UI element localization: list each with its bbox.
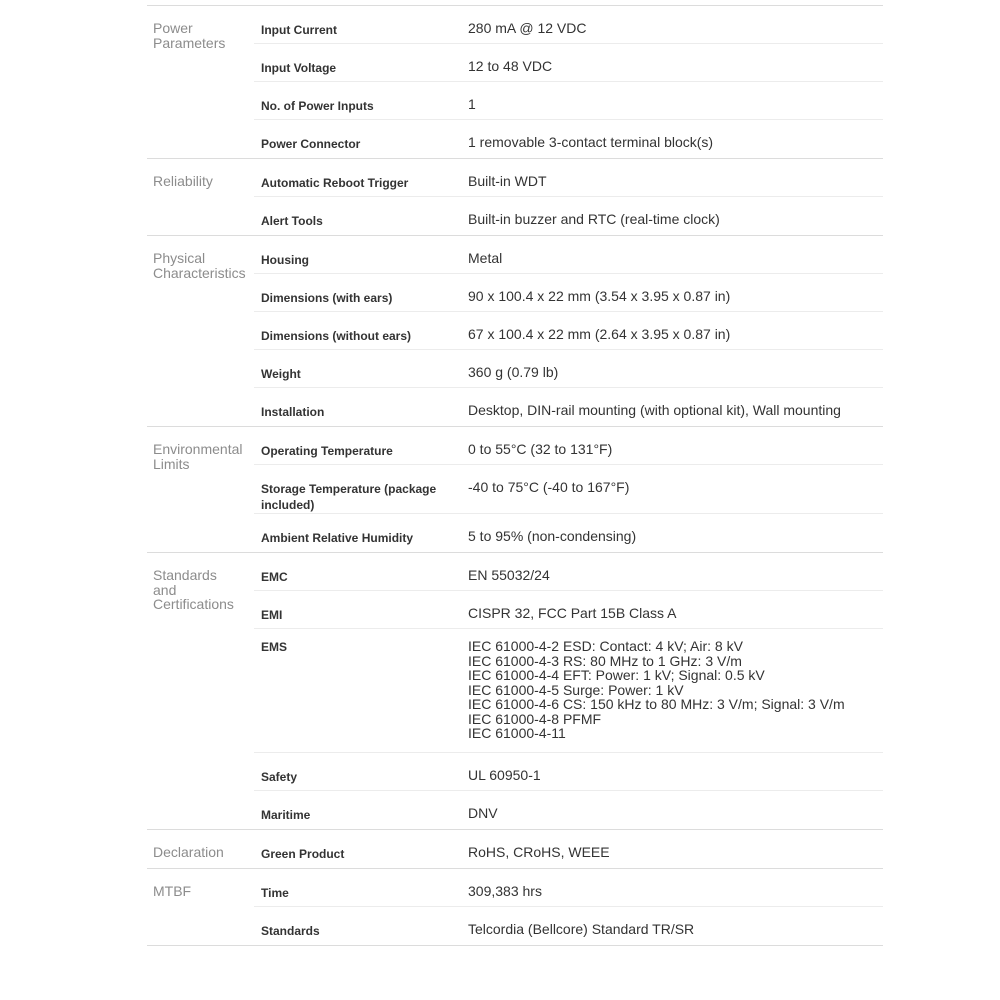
spec-label: EMS xyxy=(261,640,288,654)
spec-label: Dimensions (without ears) xyxy=(261,329,412,343)
spec-row xyxy=(254,236,883,274)
section-rows xyxy=(254,553,883,829)
spec-row xyxy=(254,159,883,197)
spec-value: RoHS, CRoHS, WEEE xyxy=(468,843,610,860)
spec-section xyxy=(147,830,883,869)
spec-value: 280 mA @ 12 VDC xyxy=(468,20,587,36)
spec-row xyxy=(254,120,883,158)
spec-value: 12 to 48 VDC xyxy=(468,58,553,74)
spec-label: EMC xyxy=(261,570,288,584)
spec-value: IEC 61000-4-2 ESD: Contact: 4 kV; Air: 8 kV IEC 61000-4-3 RS: 80 MHz to 1 GHz: 3 V/m IEC 61000-4-4 EFT: Power: 1 kV; Signal: 0.5 kV IEC 61000-4-5 Surge: Power: 1 kV IEC 61000-4-6 CS: 150 kHz to 80 MHz: 3 V/m; Signal: 3 V/m IEC 61000-4-8 PFMF IEC 61000-4-11 xyxy=(468,638,845,741)
spec-row xyxy=(254,791,883,829)
section-rows xyxy=(254,869,883,945)
spec-value: 1 removable 3-contact terminal block(s) xyxy=(468,134,714,150)
spec-label: Automatic Reboot Trigger xyxy=(261,176,409,190)
spec-value: 309,383 hrs xyxy=(468,882,542,899)
section-title: Reliability xyxy=(153,173,213,189)
section-title: Environmental Limits xyxy=(153,441,243,472)
spec-section xyxy=(147,6,883,159)
spec-value: Built-in WDT xyxy=(468,173,547,189)
spec-value: UL 60950-1 xyxy=(468,766,541,783)
spec-label: Power Connector xyxy=(261,137,361,151)
spec-row xyxy=(254,44,883,82)
spec-value: CISPR 32, FCC Part 15B Class A xyxy=(468,605,677,621)
spec-section xyxy=(147,236,883,427)
spec-row xyxy=(254,274,883,312)
spec-section xyxy=(147,159,883,236)
spec-value: Metal xyxy=(468,250,503,266)
spec-row xyxy=(254,830,883,868)
spec-row xyxy=(254,6,883,44)
spec-row xyxy=(254,753,883,791)
spec-value: EN 55032/24 xyxy=(468,567,550,583)
spec-row xyxy=(254,350,883,388)
spec-label: Dimensions (with ears) xyxy=(261,291,393,305)
spec-label: Operating Temperature xyxy=(261,444,393,458)
section-title: Physical Characteristics xyxy=(153,250,246,281)
section-rows xyxy=(254,236,883,426)
section-title: MTBF xyxy=(153,882,192,899)
spec-row xyxy=(254,197,883,235)
spec-label: EMI xyxy=(261,608,283,622)
spec-label: Time xyxy=(261,885,289,900)
spec-label: Alert Tools xyxy=(261,214,323,228)
spec-value: -40 to 75°C (-40 to 167°F) xyxy=(468,479,630,495)
spec-table xyxy=(147,5,883,946)
section-rows xyxy=(254,830,883,868)
spec-row xyxy=(254,312,883,350)
spec-label: Ambient Relative Humidity xyxy=(261,531,414,545)
spec-value: Telcordia (Bellcore) Standard TR/SR xyxy=(468,920,695,937)
spec-label: Maritime xyxy=(261,807,311,822)
spec-row xyxy=(254,388,883,426)
spec-section xyxy=(147,427,883,553)
spec-row xyxy=(254,82,883,120)
spec-row xyxy=(254,629,883,753)
spec-row xyxy=(254,514,883,552)
spec-row xyxy=(254,907,883,945)
spec-row xyxy=(254,553,883,591)
spec-value: 360 g (0.79 lb) xyxy=(468,364,559,380)
section-title: Standards and Certifications xyxy=(153,567,234,612)
spec-label: Safety xyxy=(261,769,298,784)
spec-value: 67 x 100.4 x 22 mm (2.64 x 3.95 x 0.87 in) xyxy=(468,326,731,342)
section-rows xyxy=(254,159,883,235)
section-rows xyxy=(254,427,883,552)
spec-label: Green Product xyxy=(261,846,345,861)
spec-label: Housing xyxy=(261,253,309,267)
spec-row xyxy=(254,869,883,907)
spec-label: Weight xyxy=(261,367,301,381)
spec-value: Desktop, DIN-rail mounting (with optional kit), Wall mounting xyxy=(468,402,841,418)
section-rows xyxy=(254,6,883,158)
spec-section xyxy=(147,553,883,830)
spec-label: Input Current xyxy=(261,23,337,37)
spec-value: 5 to 95% (non-condensing) xyxy=(468,528,637,544)
spec-value: 90 x 100.4 x 22 mm (3.54 x 3.95 x 0.87 in) xyxy=(468,288,731,304)
spec-label: No. of Power Inputs xyxy=(261,99,374,113)
spec-label: Input Voltage xyxy=(261,61,337,75)
spec-row xyxy=(254,427,883,465)
spec-label: Standards xyxy=(261,923,320,938)
spec-label: Installation xyxy=(261,405,325,419)
spec-row xyxy=(254,465,883,514)
spec-value: Built-in buzzer and RTC (real-time clock) xyxy=(468,211,720,227)
section-title: Declaration xyxy=(153,843,224,860)
spec-value: 1 xyxy=(468,96,476,112)
spec-value: 0 to 55°C (32 to 131°F) xyxy=(468,441,613,457)
section-title: Power Parameters xyxy=(153,20,226,51)
spec-label: Storage Temperature (package included) xyxy=(261,482,437,512)
spec-row xyxy=(254,591,883,629)
spec-section xyxy=(147,869,883,946)
spec-value: DNV xyxy=(468,804,498,821)
